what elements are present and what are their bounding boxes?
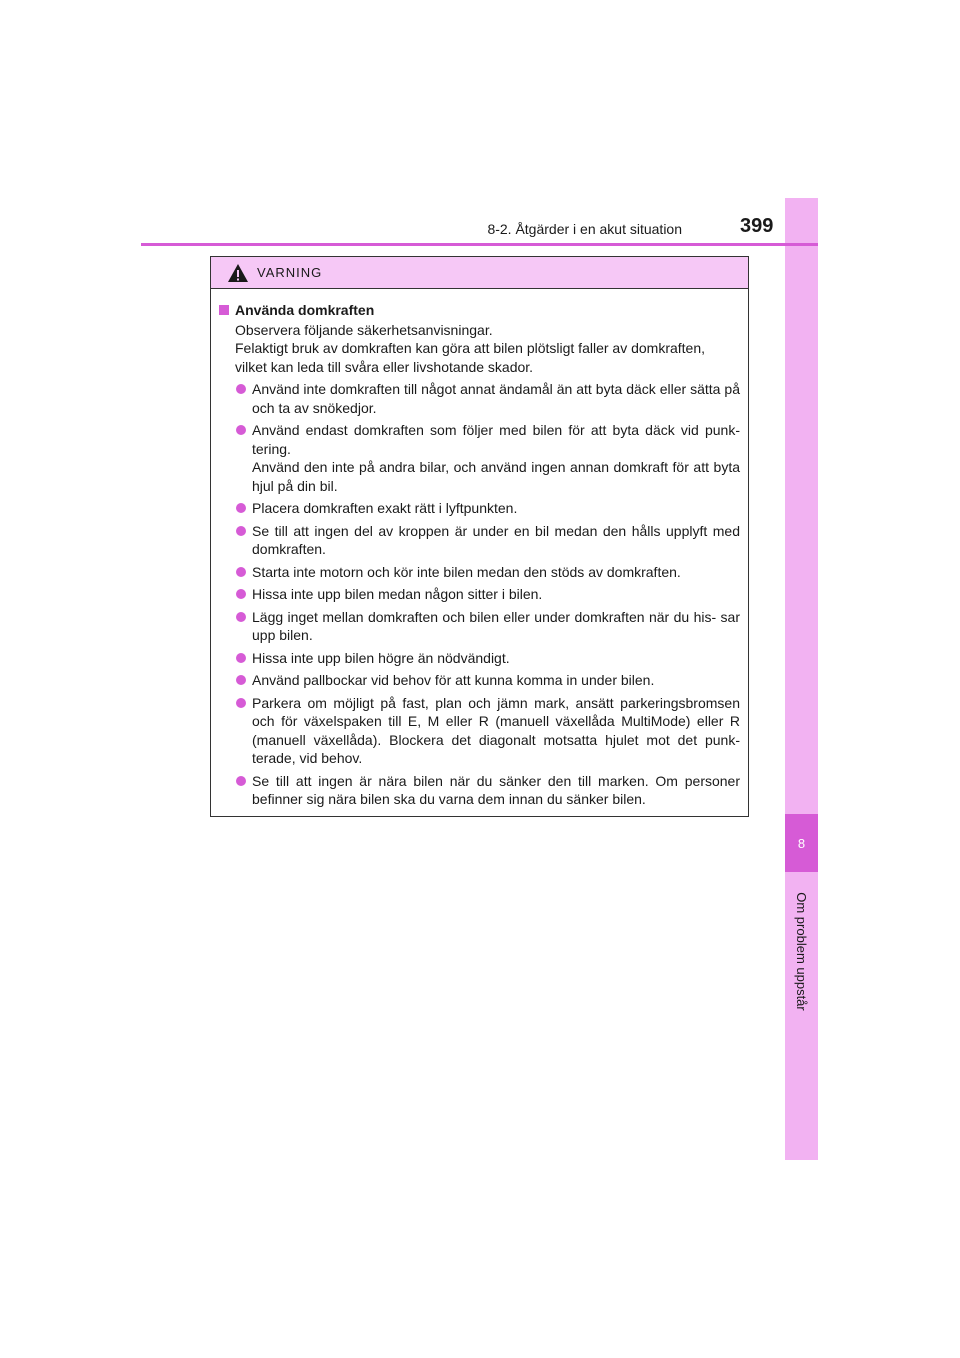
warning-header bbox=[211, 257, 748, 289]
list-item-text: Lägg inget mellan domkraften och bilen eller under domkraften när du his- sar upp bilen. bbox=[252, 608, 740, 643]
warning-label: VARNING bbox=[257, 265, 323, 280]
round-bullet-icon bbox=[236, 384, 246, 394]
chapter-number-tab: 8 bbox=[785, 814, 818, 872]
round-bullet-icon bbox=[236, 776, 246, 786]
warning-heading-text: Använda domkraften bbox=[235, 302, 375, 318]
list-item bbox=[219, 522, 740, 559]
list-item-text: Parkera om möjligt på fast, plan och jämn mark, ansätt parkeringsbromsen och för växelspaken till E, M eller R (manuell växellåda MultiMode) eller R (manuell växellåda). Blockera det diagonalt motsatta hjulet mot det punk- terade, vid behov. bbox=[252, 694, 740, 766]
list-item-text: Hissa inte upp bilen högre än nödvändigt. bbox=[252, 649, 510, 666]
list-item-text-part-2: Använd den inte på andra bilar, och använd ingen annan domkraft för att byta hjul på din bil. bbox=[252, 459, 740, 494]
round-bullet-icon bbox=[236, 526, 246, 536]
warning-body bbox=[211, 289, 748, 809]
list-item bbox=[219, 608, 740, 645]
warning-intro bbox=[219, 321, 740, 377]
warning-box bbox=[210, 256, 749, 817]
chapter-label bbox=[785, 876, 818, 1026]
round-bullet-icon bbox=[236, 612, 246, 622]
round-bullet-icon bbox=[236, 567, 246, 577]
round-bullet-icon bbox=[236, 653, 246, 663]
list-item-text: Hissa inte upp bilen medan någon sitter i bilen. bbox=[252, 586, 543, 602]
list-item bbox=[219, 772, 740, 809]
list-item-text: Använd pallbockar vid behov för att kunna komma in under bilen. bbox=[252, 672, 655, 688]
list-item bbox=[219, 421, 740, 495]
round-bullet-icon bbox=[236, 589, 246, 599]
list-item bbox=[219, 671, 740, 690]
list-item bbox=[219, 585, 740, 604]
list-item-text: Se till att ingen är nära bilen när du sänker den till marken. Om personer befinner sig nära bilen ska du varna dem innan du sänker bilen. bbox=[252, 772, 740, 807]
warning-heading bbox=[219, 301, 740, 320]
list-item bbox=[219, 380, 740, 417]
list-item-text: Starta inte motorn och kör inte bilen medan den stöds av domkraften. bbox=[252, 563, 681, 580]
round-bullet-icon bbox=[236, 675, 246, 685]
round-bullet-icon bbox=[236, 503, 246, 513]
list-item-text-part-1: Använd endast domkraften som följer med bilen för att byta däck vid punk- tering. bbox=[252, 422, 740, 457]
warning-triangle-icon bbox=[227, 263, 249, 283]
intro-line-2: Felaktigt bruk av domkraften kan göra att bilen plötsligt faller av domkraften, vilket kan leda till svåra eller livshotande skador. bbox=[235, 340, 706, 375]
list-item-text: Placera domkraften exakt rätt i lyftpunkten. bbox=[252, 500, 518, 516]
section-title: 8-2. Åtgärder i en akut situation bbox=[487, 221, 682, 237]
list-item-text bbox=[252, 421, 740, 495]
list-item-text: Se till att ingen del av kroppen är under en bil medan den hålls upplyft med domkraften. bbox=[252, 522, 740, 557]
list-item bbox=[219, 649, 740, 668]
round-bullet-icon bbox=[236, 698, 246, 708]
list-item bbox=[219, 694, 740, 768]
round-bullet-icon bbox=[236, 425, 246, 435]
page-number: 399 bbox=[740, 215, 774, 237]
header-divider bbox=[141, 243, 818, 246]
bullet-list bbox=[219, 380, 740, 809]
square-bullet-icon bbox=[219, 305, 229, 315]
list-item-text: Använd inte domkraften till något annat ändamål än att byta däck eller sätta på och ta av snökedjor. bbox=[252, 381, 740, 416]
chapter-label-text: Om problem uppstår bbox=[794, 891, 809, 1011]
list-item bbox=[219, 499, 740, 518]
intro-line-1: Observera följande säkerhetsanvisningar. bbox=[235, 321, 493, 338]
list-item bbox=[219, 563, 740, 582]
